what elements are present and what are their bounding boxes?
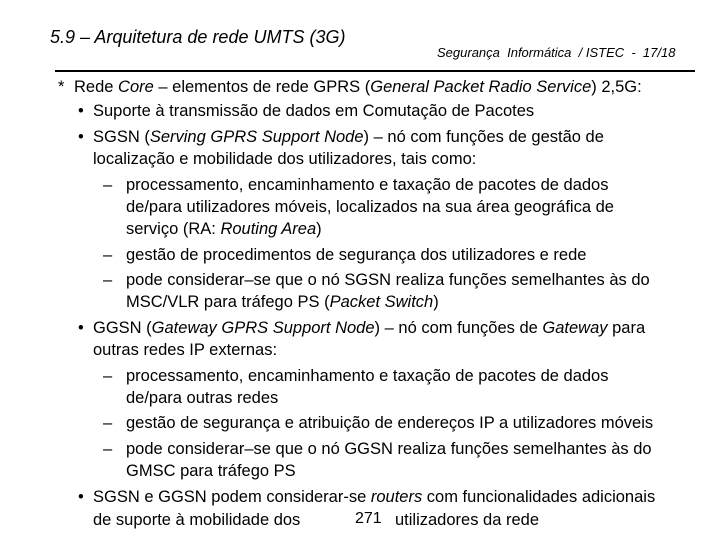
dash-marker: – [103, 414, 113, 432]
intro-line: Rede Core – elementos de rede GPRS (General Packet Radio Service) 2,5G: [74, 78, 642, 96]
sub-bullet-text-cont: GMSC para tráfego PS [126, 462, 296, 480]
dash-marker: – [103, 440, 113, 458]
header-rule [55, 70, 695, 72]
dash-marker: – [103, 246, 113, 264]
bullet-text-cont: de suporte à mobilidade dos [93, 511, 301, 529]
bullet-marker: • [78, 128, 84, 146]
dash-marker: – [103, 176, 113, 194]
sub-bullet-text-cont: MSC/VLR para tráfego PS (Packet Switch) [126, 293, 439, 311]
sub-bullet-text: processamento, encaminhamento e taxação de pacotes de dados [126, 367, 609, 385]
dash-marker: – [103, 271, 113, 289]
sub-bullet-text: pode considerar–se que o nó SGSN realiza funções semelhantes às do [126, 271, 650, 289]
sub-bullet-text: pode considerar–se que o nó GGSN realiza funções semelhantes às do [126, 440, 652, 458]
bullet-text-cont: utilizadores da rede [395, 511, 540, 529]
sub-bullet-text: gestão de procedimentos de segurança dos utilizadores e rede [126, 246, 587, 264]
bullet-text: SGSN (Serving GPRS Support Node) – nó com funções de gestão de [93, 128, 604, 146]
sub-bullet-text: gestão de segurança e atribuição de endereços IP a utilizadores móveis [126, 414, 654, 432]
bullet-marker: • [78, 488, 84, 506]
bullet-text: SGSN e GGSN podem considerar-se routers com funcionalidades adicionais [93, 488, 656, 506]
page-number: 271 [355, 510, 382, 527]
slide-title: 5.9 – Arquitetura de rede UMTS (3G) [50, 27, 346, 47]
asterisk-marker: * [58, 78, 65, 96]
sub-bullet-text: processamento, encaminhamento e taxação de pacotes de dados [126, 176, 609, 194]
course-info: Segurança Informática / ISTEC - 17/18 [437, 45, 676, 60]
sub-bullet-text-cont: serviço (RA: Routing Area) [126, 220, 322, 238]
bullet-text-cont: localização e mobilidade dos utilizadores, tais como: [93, 150, 477, 168]
sub-bullet-text-cont: de/para utilizadores móveis, localizados na sua área geográfica de [126, 198, 614, 216]
bullet-text: GGSN (Gateway GPRS Support Node) – nó com funções de Gateway para [93, 319, 646, 337]
bullet-text-cont: outras redes IP externas: [93, 341, 278, 359]
sub-bullet-text-cont: de/para outras redes [126, 389, 279, 407]
dash-marker: – [103, 367, 113, 385]
bullet-marker: • [78, 319, 84, 337]
bullet-marker: • [78, 102, 84, 120]
bullet-text: Suporte à transmissão de dados em Comutação de Pacotes [93, 102, 535, 120]
